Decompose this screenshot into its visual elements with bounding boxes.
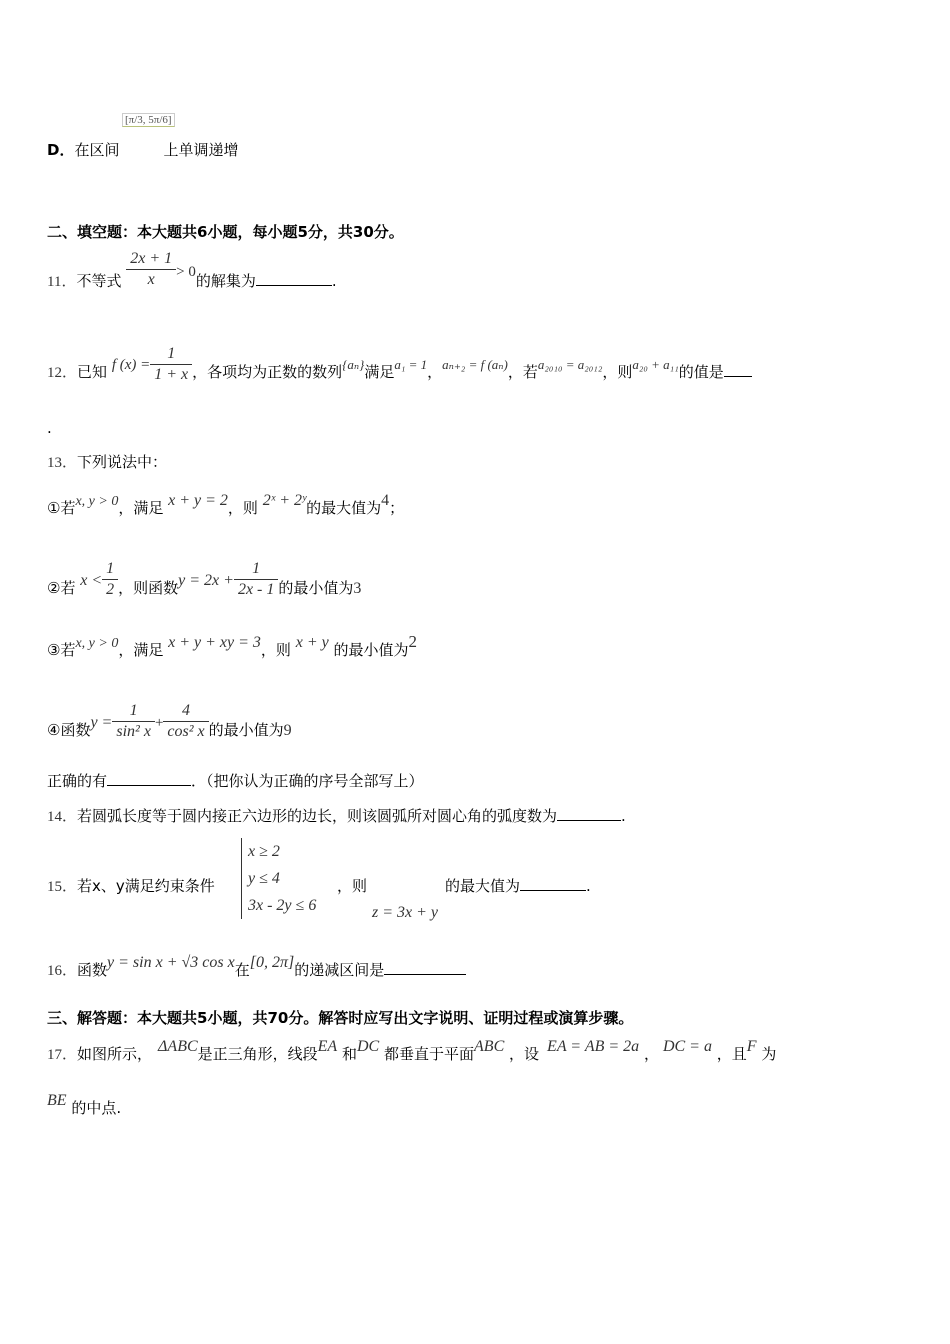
q16-blank[interactable]: [384, 960, 466, 975]
q16-number: 16．: [47, 963, 78, 979]
q16-pre: 函数: [77, 961, 108, 979]
q16-fn: y = sin x + √3 cos x: [107, 954, 235, 971]
q15-c3: 3x - 2y ≤ 6: [248, 897, 317, 914]
q14-end: .: [621, 807, 626, 825]
s4-frac-2: [163, 702, 208, 741]
q17-t5: ，且: [716, 1045, 747, 1063]
s4-n2: 4: [163, 702, 208, 722]
q17-t7: 的中点.: [71, 1099, 122, 1117]
q12-expr: a₂₀ + a₁₁: [632, 357, 679, 372]
q17-f: F: [746, 1038, 757, 1055]
q12-f-lhs: f (x) =: [111, 357, 151, 373]
question-16: [47, 954, 466, 981]
s1-eq: x + y = 2: [168, 492, 228, 509]
q12-pre: 已知: [77, 363, 108, 381]
s1-cond: x, y > 0: [75, 494, 119, 509]
q13-blank[interactable]: [107, 771, 191, 786]
q12-mid: ，各项均为正数的数列: [192, 363, 343, 381]
s2-cond-den: 2: [106, 581, 115, 598]
s4-n1: 1: [112, 702, 155, 722]
q16-post: 的递减区间是: [294, 961, 385, 979]
s4-t1: 的最小值为: [208, 721, 284, 739]
q17-t2: 和: [341, 1045, 357, 1063]
q12-cond3: a₂₀₁₀ = a₂₀₁₂: [537, 357, 603, 372]
q12-frac-num: 1: [150, 345, 192, 365]
q12-mid3: ，则: [602, 363, 633, 381]
q13-stem-text: 下列说法中：: [77, 453, 168, 471]
s3-val: 2: [408, 632, 418, 651]
s1-end: ；: [389, 499, 405, 517]
s3-cond: x, y > 0: [75, 636, 119, 651]
q15-c2: y ≤ 4: [248, 870, 280, 887]
q17-pre: 如图所示，: [77, 1045, 153, 1063]
q11-blank[interactable]: [256, 271, 332, 286]
s1-t1: ，满足: [118, 499, 164, 517]
q13-answer: [47, 771, 424, 791]
q12-cond2: aₙ₊₂ = f (aₙ): [442, 357, 508, 372]
s1-t3: 的最大值为: [306, 499, 382, 517]
q12-number: 12．: [47, 365, 78, 381]
s1-t2: ，则: [227, 499, 258, 517]
s4-mark: ④函数: [47, 721, 91, 739]
q15-pre: 若x、y满足约束条件: [77, 877, 215, 895]
s2-fn-frac: [234, 560, 278, 599]
s3-t1: ，满足: [118, 641, 164, 659]
q15-constraints: [241, 838, 316, 919]
question-11: [47, 250, 337, 301]
option-d-pre: 在区间: [74, 141, 120, 159]
q16-interval: [0, 2π]: [249, 954, 295, 971]
q15-objective: z = 3x + y: [372, 904, 439, 921]
q12-end: .: [47, 419, 52, 437]
q13-stem: [47, 452, 167, 473]
s4-d2: cos² x: [167, 723, 205, 740]
q11-frac-num: 2x + 1: [126, 250, 176, 270]
q17-t3: 都垂直于平面: [384, 1045, 475, 1063]
q13-number: 13．: [47, 455, 78, 471]
q11-end: .: [331, 272, 337, 290]
s4-fn: y =: [90, 714, 113, 731]
s2-val: 3: [353, 580, 362, 597]
q17-t4: ，设: [509, 1045, 540, 1063]
question-14: [47, 806, 626, 827]
q17-t6: 为: [761, 1045, 777, 1063]
section2-heading: 二、填空题：本大题共6小题，每小题5分，共30分。: [47, 223, 404, 241]
q15-mid: ，则: [337, 877, 368, 895]
s2-fn-den: 2x - 1: [237, 581, 275, 598]
q11-pre: 不等式: [76, 272, 122, 290]
s2-fn: y = 2x +: [178, 572, 234, 589]
q15-number: 15．: [47, 879, 78, 895]
s4-val: 9: [283, 722, 292, 739]
q16-mid: 在: [234, 961, 250, 979]
option-d: [47, 140, 238, 160]
q15-post: 的最大值为: [445, 877, 521, 895]
q17-sep: ，: [643, 1045, 659, 1063]
s3-mark: ③若: [47, 641, 76, 659]
q14-number: 14．: [47, 809, 78, 825]
question-17: [47, 1038, 777, 1065]
q12-sep: ，: [427, 363, 443, 381]
question-15: [47, 876, 215, 897]
section3-heading: 三、解答题：本大题共5小题，共70分。解答时应写出文字说明、证明过程或演算步骤。: [47, 1009, 634, 1027]
option-d-label: D．: [47, 141, 75, 159]
s2-cond-lhs: x <: [80, 572, 103, 589]
s1-mark: ①若: [47, 499, 76, 517]
q12-fraction: [150, 345, 192, 384]
q13-statement-1: [47, 492, 405, 520]
question-12: [47, 345, 752, 392]
s2-cond-num: 1: [102, 560, 118, 580]
q17-tri: ΔABC: [158, 1038, 198, 1055]
s2-t2: 的最小值为: [278, 579, 354, 597]
q15-blank[interactable]: [520, 876, 586, 891]
q12-cond1-pre: 满足: [364, 363, 395, 381]
q15-end: .: [586, 877, 591, 895]
s3-t2: ，则: [260, 641, 291, 659]
q17-eq2: DC = a: [662, 1038, 712, 1055]
q17-abc: ABC: [474, 1038, 505, 1055]
s2-t1: ，则函数: [118, 579, 179, 597]
interval-image: [π/3, 5π/6]: [122, 113, 175, 127]
q11-fraction: [126, 250, 176, 289]
s3-eq: x + y + xy = 3: [168, 634, 261, 651]
s3-t3: 的最小值为: [333, 641, 409, 659]
q14-blank[interactable]: [557, 806, 621, 821]
q15-c1: x ≥ 2: [248, 843, 280, 860]
q12-blank[interactable]: [724, 362, 752, 377]
q17-dc: DC: [357, 1038, 380, 1055]
q13-statement-3: [47, 632, 418, 662]
s2-fn-num: 1: [234, 560, 278, 580]
q11-rhs: > 0: [176, 264, 196, 280]
s3-expr: x + y: [295, 634, 329, 651]
s1-val: 4: [381, 492, 390, 509]
q17-t1: 是正三角形，线段: [197, 1045, 318, 1063]
q13-statement-4: [47, 702, 292, 750]
q17-number: 17．: [47, 1047, 78, 1063]
q12-seq: {aₙ}: [342, 357, 365, 372]
q17-line-2: [47, 1092, 122, 1119]
s2-mark: ②若: [47, 579, 76, 597]
s4-d1: sin² x: [116, 723, 151, 740]
q17-eq1: EA = AB = 2a: [547, 1038, 640, 1055]
q13-answer-pre: 正确的有: [47, 772, 108, 790]
q17-be: BE: [47, 1092, 67, 1109]
option-d-post: 上单调递增: [163, 141, 239, 159]
s4-plus: +: [154, 715, 164, 731]
q11-number: 11．: [47, 274, 77, 290]
q13-statement-2: [47, 560, 362, 608]
q12-cond1: a₁ = 1: [394, 357, 428, 372]
s2-cond-frac: [102, 560, 118, 599]
s1-expr: 2ˣ + 2ʸ: [262, 492, 307, 509]
q17-ea: EA: [317, 1038, 338, 1055]
q15-tail: [337, 876, 591, 896]
q11-post: 的解集为: [195, 272, 256, 290]
q12-post: 的值是: [678, 363, 724, 381]
q12-frac-den: 1 + x: [154, 366, 189, 383]
q14-text: 若圆弧长度等于圆内接正六边形的边长，则该圆弧所对圆心角的弧度数为: [77, 807, 558, 825]
q12-mid2: ，若: [507, 363, 538, 381]
q11-frac-den: x: [147, 271, 155, 288]
s4-frac-1: [112, 702, 155, 741]
q13-answer-post: ．（把你认为正确的序号全部写上）: [191, 772, 424, 790]
